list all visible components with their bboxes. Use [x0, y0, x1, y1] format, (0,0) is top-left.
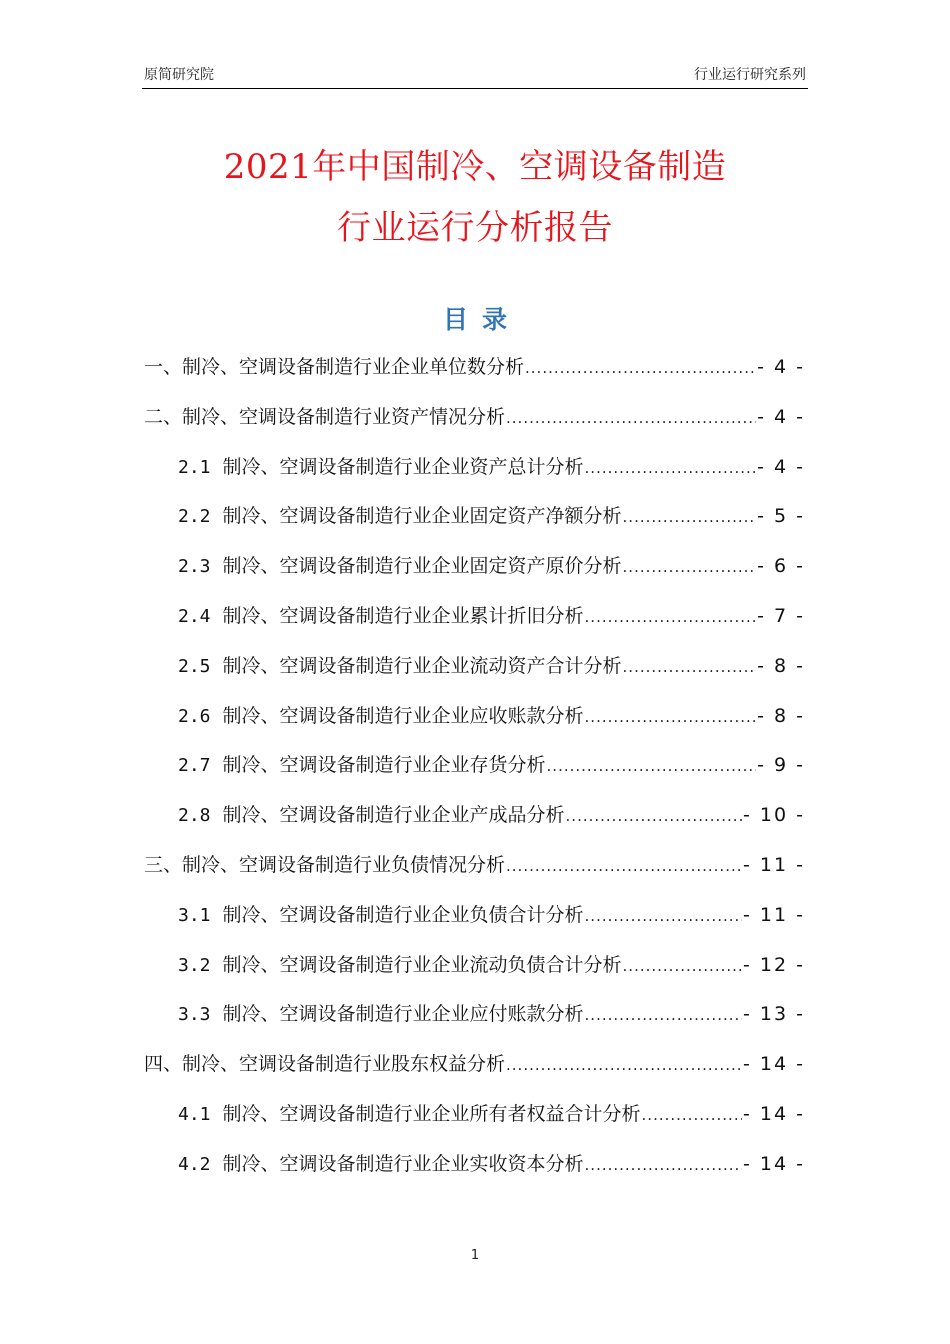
toc-entry[interactable] [178, 701, 805, 731]
toc-entry-number: 2.8 [178, 805, 211, 827]
toc-dot-leader [642, 1099, 743, 1130]
toc-entry-number: 3.3 [178, 1004, 211, 1026]
toc-entry[interactable] [144, 402, 805, 432]
toc-entry-number: 2.3 [178, 556, 211, 578]
toc-dot-leader [585, 999, 743, 1030]
toc-entry-label: 制冷、空调设备制造行业企业资产总计分析 [222, 455, 584, 478]
toc-dot-leader [585, 601, 757, 632]
report-title-line-1: 2021年中国制冷、空调设备制造 [223, 147, 727, 187]
toc-dot-leader [585, 452, 757, 483]
toc-entry-label: 四、制冷、空调设备制造行业股东权益分析 [144, 1053, 506, 1076]
toc-entry[interactable] [178, 601, 805, 631]
header-series-name: 行业运行研究系列 [694, 67, 806, 83]
toc-entry-label: 制冷、空调设备制造行业企业累计折旧分析 [222, 605, 584, 627]
toc-heading: 目录 [442, 305, 521, 334]
toc-entry-label: 制冷、空调设备制造行业企业实收资本分析 [222, 1152, 584, 1175]
toc-entry-number: 4.1 [178, 1104, 211, 1125]
toc-entry-number: 3.2 [178, 954, 211, 976]
toc-entry-label: 制冷、空调设备制造行业企业产成品分析 [222, 804, 565, 827]
toc-entry[interactable] [178, 950, 805, 980]
toc-entry-label: 三、制冷、空调设备制造行业负债情况分析 [144, 854, 506, 876]
toc-entry[interactable] [178, 651, 805, 681]
toc-dot-leader [506, 850, 742, 881]
header-org-name: 原简研究院 [144, 67, 214, 83]
toc-dot-leader [506, 1049, 742, 1080]
toc-entry[interactable] [144, 850, 805, 880]
toc-entry-label: 制冷、空调设备制造行业企业应收账款分析 [222, 704, 584, 727]
toc-entry-page: - 7 - [757, 605, 805, 627]
toc-entry[interactable] [178, 900, 805, 930]
toc-entry-page: - 8 - [757, 654, 805, 677]
toc-entry-page: - 11 - [743, 903, 805, 926]
toc-dot-leader [623, 551, 757, 582]
toc-dot-leader [525, 352, 756, 383]
toc-entry[interactable] [178, 452, 805, 482]
toc-entry-label: 制冷、空调设备制造行业企业固定资产净额分析 [222, 505, 622, 528]
toc-entry-number: 2.5 [178, 655, 211, 677]
toc-entry-page: - 9 - [757, 754, 805, 777]
toc-dot-leader [585, 900, 743, 931]
toc-dot-leader [585, 701, 757, 732]
toc-entry-page: - 14 - [743, 1152, 805, 1175]
toc-entry-label: 二、制冷、空调设备制造行业资产情况分析 [144, 405, 506, 428]
toc-dot-leader [547, 750, 757, 781]
toc-entry-page: - 11 - [743, 854, 805, 876]
toc-entry[interactable] [178, 800, 805, 830]
toc-entry-number: 2.1 [178, 456, 211, 478]
toc-entry-number: 2.4 [178, 606, 211, 627]
toc-entry-page: - 5 - [757, 505, 805, 528]
toc-entry-page: - 10 - [743, 804, 805, 827]
toc-entry[interactable] [178, 551, 805, 581]
toc-entry-number: 2.7 [178, 755, 211, 777]
toc-dot-leader [566, 800, 743, 831]
toc-entry-page: - 4 - [757, 455, 805, 478]
toc-entry-page: - 14 - [743, 1103, 805, 1125]
toc-entry-number: 2.6 [178, 705, 211, 727]
toc-entry-page: - 4 - [757, 405, 805, 428]
toc-entry-page: - 14 - [743, 1053, 805, 1076]
page-number: 1 [470, 1248, 480, 1263]
toc-dot-leader [506, 402, 756, 433]
toc-entry-label: 制冷、空调设备制造行业企业所有者权益合计分析 [222, 1103, 641, 1125]
toc-entry-number: 4.2 [178, 1153, 211, 1175]
toc-dot-leader [623, 651, 757, 682]
report-title-line-2: 行业运行分析报告 [337, 208, 613, 248]
toc-entry[interactable] [144, 1049, 805, 1079]
toc-entry[interactable] [178, 999, 805, 1029]
toc-entry[interactable] [144, 352, 805, 382]
toc-entry-page: - 13 - [743, 1003, 805, 1026]
toc-entry-label: 制冷、空调设备制造行业企业流动资产合计分析 [222, 654, 622, 677]
toc-entry-number: 3.1 [178, 904, 211, 926]
toc-entry-label: 制冷、空调设备制造行业企业固定资产原价分析 [222, 555, 622, 578]
toc-entry[interactable] [178, 750, 805, 780]
toc-entry[interactable] [178, 1099, 805, 1129]
toc-entry[interactable] [178, 1149, 805, 1179]
header-divider [142, 88, 808, 89]
toc-dot-leader [585, 1149, 743, 1180]
toc-entry-number: 2.2 [178, 506, 211, 528]
toc-entry-page: - 12 - [743, 953, 805, 976]
toc-entry-page: - 6 - [757, 555, 805, 578]
toc-entry-label: 制冷、空调设备制造行业企业应付账款分析 [222, 1003, 584, 1026]
toc-entry-page: - 8 - [757, 704, 805, 727]
toc-entry-label: 制冷、空调设备制造行业企业流动负债合计分析 [222, 953, 622, 976]
toc-entry-label: 制冷、空调设备制造行业企业负债合计分析 [222, 903, 584, 926]
toc-entry-page: - 4 - [757, 356, 805, 378]
toc-dot-leader [623, 501, 757, 532]
toc-dot-leader [623, 950, 743, 981]
toc-entry[interactable] [178, 501, 805, 531]
toc-entry-label: 制冷、空调设备制造行业企业存货分析 [222, 754, 546, 777]
toc-entry-label: 一、制冷、空调设备制造行业企业单位数分析 [144, 356, 525, 378]
